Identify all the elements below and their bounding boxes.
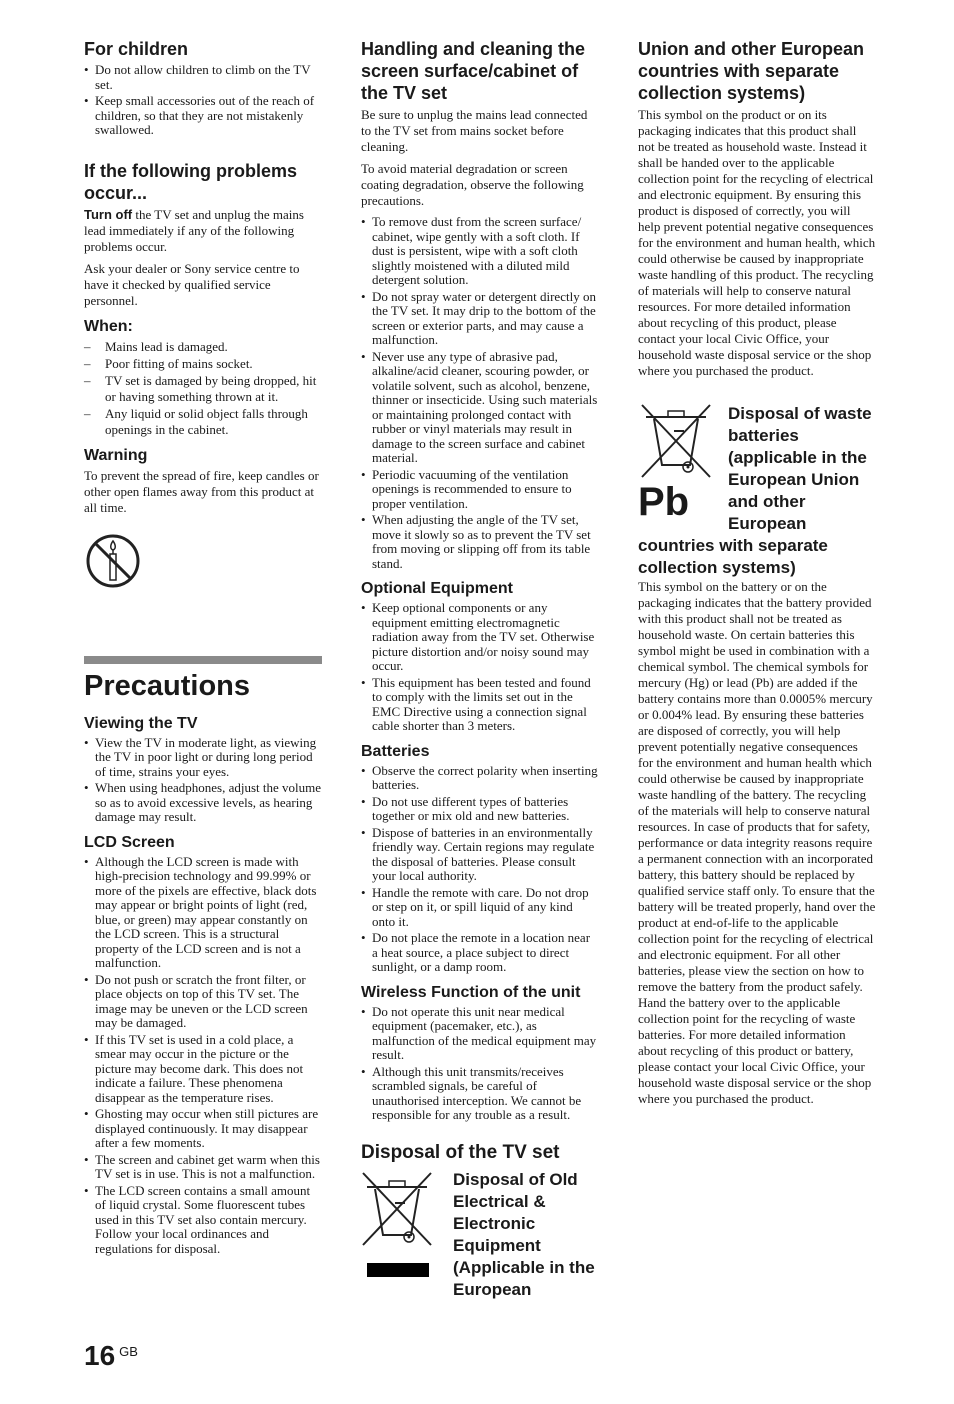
weee-block — [361, 1169, 599, 1301]
battery-symbol — [638, 403, 714, 522]
lcd-heading: LCD Screen — [84, 833, 175, 851]
list-item: – TV set is damaged by being dropped, hit or having something thrown at it. — [84, 372, 317, 404]
list-item: • The screen and cabinet get warm when this TV set is in use. This is not a malfunction. — [84, 1151, 320, 1181]
section-rule — [84, 656, 322, 664]
when-list — [84, 339, 322, 438]
list-item: • Dispose of batteries in an environmentally friendly way. Certain regions may regulate the disposal of batteries. Please consult your local authority. — [361, 824, 595, 883]
column-middle — [361, 38, 599, 1301]
list-item: • When using headphones, adjust the volume so as to avoid excessive levels, as hearing damage may result. — [84, 780, 322, 824]
handling-heading: Handling and cleaning the screen surface/cabinet of the TV set — [361, 39, 586, 103]
list-item: • Do not operate this unit near medical equipment (pacemaker, etc.), as malfunction of the medical equipment may result. — [361, 1003, 597, 1062]
list-item: • Do not use different types of batteries together or mix old and new batteries. — [361, 793, 570, 823]
problems-text-2: Ask your dealer or Sony service centre to have it checked by qualified service personnel. — [84, 260, 300, 308]
page-number: 16 $^{GB}$ — [84, 1340, 138, 1371]
batteries-disposal-heading: Disposal of waste batteries (applicable in the European Union and other European — [728, 404, 872, 533]
no-candle-icon-wrap — [84, 532, 322, 656]
when-heading: When: — [84, 317, 133, 335]
crossed-bin-icon — [638, 403, 714, 483]
handling-text-1: Be sure to unplug the mains lead connected to the TV set from mains socket before cleaning. — [361, 107, 588, 154]
column-right — [638, 38, 876, 1113]
batteries-disposal-text: This symbol on the battery or on the packaging indicates that the battery provided with this product shall not be treated as household waste. On certain batteries this symbol might be used in combination with a chemical symbol. The chemical symbols for mercury (Hg) or lead (Pb) are added if the battery contains more than 0.0005% mercury or 0.004% lead. By ensuring these batteries are disposed of correctly, you will help prevent potentially negative consequences for the environment and human health which could otherwise be caused by inappropriate waste handling of the battery. The recycling of the materials will help to conserve natural resources. In case of products that for safety, performance or data integrity reasons require a permanent connection with an incorporated battery, this battery should be replaced by qualified service staff only. To ensure that the battery will be treated properly, hand over the product at end-of-life to the applicable collection point for the recycling of electrical and electronic equipment. For all other batteries, please view the section on how to remove the battery from the product safely. Hand the battery over to the applicable collection point for the recycling of waste batteries. For more detailed information about recycling of this product or battery, please contact your local Civic Office, your household waste disposal service or the shop where you purchased the product. — [638, 579, 876, 1106]
list-item: • If this TV set is used in a cold place, a smear may occur in the picture or the picture may become dark. This does not indicate a failure. These phenomena disappear as the temperature rises. — [84, 1031, 304, 1105]
for-children-list — [84, 63, 322, 138]
list-item: • Never use any type of abrasive pad, alkaline/acid cleaner, scouring powder, or volatile solvent, such as alcohol, benzene, thinner or insecticide. Using such materials or maintaining prolonged contact with rubber or vinyl materials may result in damage to the screen surface and cabinet material. — [361, 348, 598, 465]
list-item: • The LCD screen contains a small amount of liquid crystal. Some fluorescent tubes used in this TV set also contain mercury. Follow your local ordinances and regulations for disposal. — [84, 1182, 311, 1256]
list-item: – Poor fitting of mains socket. — [84, 355, 253, 371]
list-item: • Periodic vacuuming of the ventilation openings is recommended to ensure to proper ventilation. — [361, 466, 572, 511]
problems-heading: If the following problems occur... — [84, 160, 297, 203]
column-left — [84, 38, 322, 1258]
warning-text: To prevent the spread of fire, keep candles or other open flames away from this product at all time. — [84, 467, 319, 515]
list-item: • When adjusting the angle of the TV set, move it slowly so as to prevent the TV set from moving or slipping off from its table stand. — [361, 512, 591, 571]
list-item: • Do not spray water or detergent directly on the TV set. It may drip to the bottom of the screen or exterior parts, and may cause a malfunction. — [361, 288, 596, 347]
warning-heading: Warning — [84, 446, 148, 464]
page-suffix: GB — [119, 1344, 138, 1359]
union-heading: Union and other European countries with separate collection systems) — [638, 39, 865, 103]
viewing-heading: Viewing the TV — [84, 714, 198, 732]
batteries-list — [361, 764, 599, 975]
lcd-list — [84, 855, 322, 1257]
pb-label: Pb — [638, 480, 690, 524]
disposal-heading: Disposal of the TV set — [361, 1141, 560, 1163]
wireless-heading: Wireless Function of the unit — [361, 983, 581, 1001]
list-item: • Ghosting may occur when still pictures are displayed continuously. It may disappear after a few moments. — [84, 1106, 319, 1150]
list-item: • Although this unit transmits/receives scrambled signals, be careful of unauthorised interception. We cannot be responsible for any trouble as a result. — [361, 1063, 582, 1122]
weee-heading: Disposal of Old Electrical & Electronic Equipment (Applicable in the European — [453, 1169, 595, 1299]
batteries-disposal-block — [638, 403, 876, 535]
union-text: This symbol on the product or on its packaging indicates that this product shall not be treated as household waste. Instead it shall be handed over to the applicable collection point for the recycling of electrical and electronic equipment. By ensuring this product is disposed of correctly, you will help prevent potential negative consequences for the environment and human health, which could otherwise be caused by inappropriate waste handling of this product. The recycling of materials will help to conserve natural resources. For more detailed information about recycling of this product, please contact your local Civic Office, your household waste disposal service or the shop where you purchased the product. — [638, 107, 876, 378]
list-item: • Keep optional components or any equipment emitting electromagnetic radiation away from the TV set. Otherwise picture distortion and/or noisy sound may occur. — [361, 600, 595, 673]
no-candle-icon — [84, 532, 142, 590]
list-item: • To remove dust from the screen surface/ cabinet, wipe gently with a soft cloth. If dust is persistent, wipe with a soft cloth slightly moistened with a diluted mild detergent solution. — [361, 214, 582, 287]
list-item: • Although the LCD screen is made with high-precision technology and 99.99% or more of the pixels are effective, black dots may appear or bright points of light (red, blue, or green) may appear constantly on the LCD screen. This is a structural property of the LCD screen and is not a malfunction. — [84, 853, 317, 970]
list-item: • Do not allow children to climb on the TV set. — [84, 62, 311, 92]
list-item: • Do not push or scratch the front filter, or place objects on top of this TV set. The image may be uneven or the LCD screen may be damaged. — [84, 971, 308, 1030]
problems-text: Turn off the TV set and unplug the mains lead immediately if any of the following problems occur. — [84, 206, 304, 254]
list-item: • Handle the remote with care. Do not drop or step on it, or spill liquid of any kind onto it. — [361, 884, 589, 929]
batteries-heading: Batteries — [361, 742, 430, 760]
for-children-heading: For children — [84, 39, 189, 59]
list-item: • This equipment has been tested and found to comply with the limits set out in the EMC Directive using a connection signal cable shorter than 3 meters. — [361, 674, 591, 733]
list-item: • Do not place the remote in a location near a heat source, a place subject to direct sunlight, or a damp room. — [361, 930, 591, 974]
optional-list — [361, 601, 599, 734]
list-item: • View the TV in moderate light, as viewing the TV in poor light or during long period of time, strains your eyes. — [84, 734, 317, 779]
wireless-list — [361, 1005, 599, 1123]
viewing-list — [84, 736, 322, 825]
handling-list — [361, 215, 599, 571]
list-item: – Mains lead is damaged. — [84, 338, 228, 354]
page-title: Precautions — [84, 669, 250, 702]
handling-text-2: To avoid material degradation or screen coating degradation, observe the following precautions. — [361, 161, 584, 208]
crossed-bin-icon — [361, 1169, 433, 1279]
batteries-disposal-heading-cont: countries with separate collection systems) — [638, 536, 828, 577]
optional-heading: Optional Equipment — [361, 580, 513, 597]
list-item: • Keep small accessories out of the reach of children, so that they are not mistakenly swallowed. — [84, 93, 315, 137]
list-item: – Any liquid or solid object falls through openings in the cabinet. — [84, 405, 308, 437]
list-item: • Observe the correct polarity when inserting batteries. — [361, 762, 598, 792]
